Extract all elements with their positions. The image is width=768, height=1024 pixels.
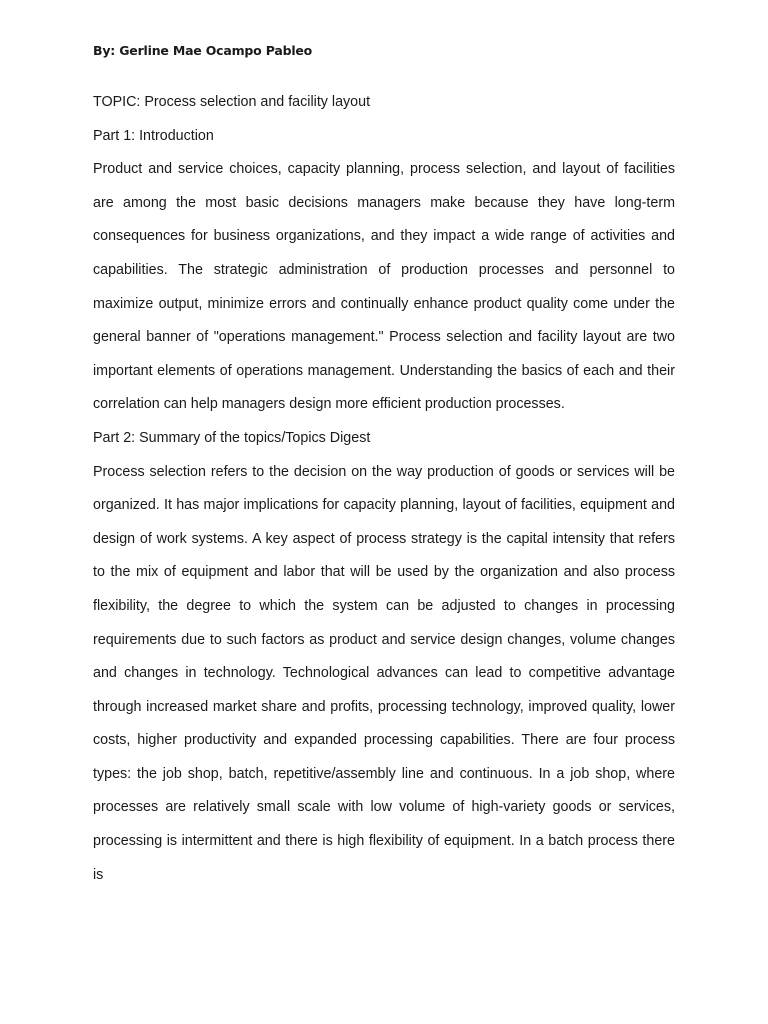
author-line: By: Gerline Mae Ocampo Pableo	[93, 43, 313, 58]
introduction-paragraph: Product and service choices, capacity planning, process selection, and layout of facilities are among the most basic decisions managers make because they have long-term consequences for business organizations, and they impact a wide range of activities and capabilities. The strategic administration of production processes and personnel to maximize output, minimize errors and continually enhance product quality come under the general banner of "operations management." Process selection and facility layout are two important elements of operations management. Understanding the basics of each and their correlation can help managers design more efficient production processes.	[93, 161, 675, 413]
document-body	[93, 86, 675, 892]
topic-heading: TOPIC: Process selection and facility layout	[93, 94, 371, 110]
summary-paragraph: Process selection refers to the decision on the way production of goods or services will be organized. It has major implications for capacity planning, layout of facilities, equipment and design of work systems. A key aspect of process strategy is the capital intensity that refers to the mix of equipment and labor that will be used by the organization and also process flexibility, the degree to which the system can be adjusted to changes in processing requirements due to such factors as product and service design changes, volume changes and changes in technology. Technological advances can lead to competitive advantage through increased market share and profits, processing technology, improved quality, lower costs, higher productivity and expanded processing capabilities. There are four process types: the job shop, batch, repetitive/assembly line and continuous. In a job shop, where processes are relatively small scale with low volume of high-variety goods or services, processing is intermittent and there is high flexibility of equipment. In a batch process there is	[93, 463, 675, 883]
part1-heading: Part 1: Introduction	[93, 127, 214, 144]
part2-heading: Part 2: Summary of the topics/Topics Digest	[93, 429, 371, 446]
